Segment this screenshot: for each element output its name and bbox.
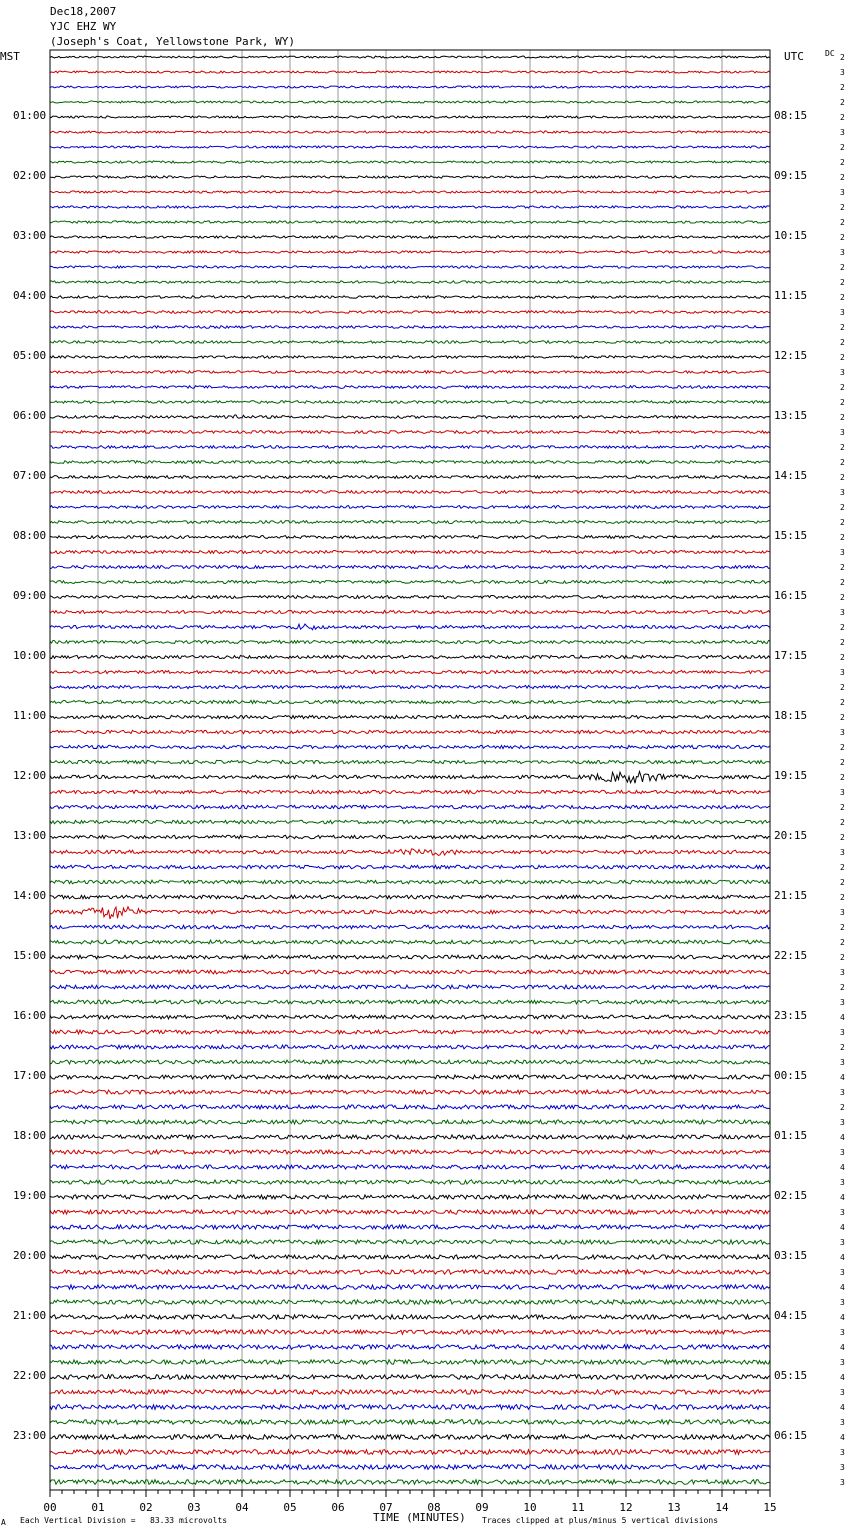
x-tick-label: 01	[91, 1501, 105, 1514]
seismic-trace	[50, 1360, 770, 1365]
seismic-trace	[50, 221, 770, 223]
dc-offset-label: 4	[840, 1133, 845, 1142]
dc-offset-label: 2	[840, 113, 845, 122]
dc-offset-label: 3	[840, 728, 845, 737]
dc-offset-label: 2	[840, 143, 845, 152]
dc-offset-label: 4	[840, 1193, 845, 1202]
dc-offset-label: 3	[840, 1298, 845, 1307]
seismic-trace	[50, 1465, 770, 1470]
seismic-trace	[50, 1450, 770, 1455]
seismic-trace	[50, 56, 770, 58]
seismic-trace	[50, 715, 770, 718]
dc-offset-label: 3	[840, 668, 845, 677]
seismic-trace	[50, 1375, 770, 1380]
seismic-trace	[50, 446, 770, 449]
seismic-trace	[50, 1225, 770, 1229]
right-hour-label: 11:15	[774, 289, 808, 302]
x-tick-label: 04	[235, 1501, 249, 1514]
dc-offset-label: 2	[840, 473, 845, 482]
dc-offset-label: 3	[840, 248, 845, 257]
seismic-trace	[50, 101, 770, 103]
right-hour-label: 01:15	[774, 1129, 808, 1142]
dc-offset-label: 3	[840, 128, 845, 137]
dc-offset-label: 4	[840, 1433, 845, 1442]
seismic-trace	[50, 624, 770, 630]
seismic-trace	[50, 895, 770, 899]
seismic-trace	[50, 760, 770, 763]
seismic-trace	[50, 1480, 770, 1485]
dc-offset-label: 2	[840, 203, 845, 212]
dc-offset-label: 3	[840, 1268, 845, 1277]
dc-offset-label: 2	[840, 698, 845, 707]
seismic-trace	[50, 772, 770, 784]
seismic-trace	[50, 116, 770, 118]
seismic-trace	[50, 521, 770, 524]
seismic-trace	[50, 341, 770, 344]
seismic-trace	[50, 86, 770, 88]
dc-offset-label: 3	[840, 1118, 845, 1127]
dc-offset-label: 2	[840, 743, 845, 752]
seismic-trace	[50, 955, 770, 959]
seismic-trace	[50, 1060, 770, 1064]
x-tick-label: 03	[187, 1501, 201, 1514]
dc-offset-label: 3	[840, 1463, 845, 1472]
dc-offset-label: 2	[840, 518, 845, 527]
dc-offset-label: 2	[840, 923, 845, 932]
right-hour-label: 16:15	[774, 589, 808, 602]
seismic-trace	[50, 191, 770, 193]
dc-offset-label: 4	[840, 1163, 845, 1172]
left-hour-label: 02:00	[13, 169, 47, 182]
seismic-trace	[50, 790, 770, 793]
dc-offset-label: 4	[840, 1223, 845, 1232]
x-tick-label: 00	[43, 1501, 57, 1514]
seismic-trace	[50, 610, 770, 613]
dc-offset-label: 3	[840, 188, 845, 197]
dc-offset-label: 2	[840, 683, 845, 692]
dc-offset-label: 2	[840, 98, 845, 107]
left-hour-label: 13:00	[13, 829, 47, 842]
right-hour-label: 09:15	[774, 169, 808, 182]
right-hour-label: 20:15	[774, 829, 808, 842]
dc-offset-label: 2	[840, 398, 845, 407]
dc-offset-label: 2	[840, 638, 845, 647]
seismic-trace	[50, 849, 770, 855]
right-hour-label: 06:15	[774, 1429, 808, 1442]
dc-offset-label: 2	[840, 173, 845, 182]
seismic-trace	[50, 970, 770, 974]
left-hour-label: 06:00	[13, 409, 47, 422]
x-tick-label: 05	[283, 1501, 297, 1514]
dc-offset-label: 2	[840, 653, 845, 662]
left-hour-label: 08:00	[13, 529, 47, 542]
dc-offset-label: 3	[840, 1358, 845, 1367]
dc-offset-label: 3	[840, 908, 845, 917]
seismic-trace	[50, 401, 770, 404]
date-label: Dec18,2007	[50, 5, 117, 18]
right-hour-label: 05:15	[774, 1369, 808, 1382]
seismic-trace	[50, 176, 770, 178]
dc-offset-label: 2	[840, 83, 845, 92]
left-hour-label: 14:00	[13, 889, 47, 902]
seismic-trace	[50, 296, 770, 298]
corner-mark: A	[1, 1518, 6, 1527]
dc-offset-label: 2	[840, 578, 845, 587]
x-tick-label: 10	[523, 1501, 537, 1514]
dc-offset-label: 3	[840, 548, 845, 557]
dc-offset-label: 2	[840, 458, 845, 467]
dc-offset-label: 3	[840, 1418, 845, 1427]
dc-offset-label: 4	[840, 1403, 845, 1412]
seismic-trace	[50, 805, 770, 808]
dc-offset-label: 2	[840, 218, 845, 227]
left-hour-label: 03:00	[13, 229, 47, 242]
right-hour-label: 14:15	[774, 469, 808, 482]
seismic-trace	[50, 1180, 770, 1184]
left-hour-label: 05:00	[13, 349, 47, 362]
seismic-trace	[50, 1315, 770, 1319]
dc-offset-label: 3	[840, 428, 845, 437]
dc-offset-label: 4	[840, 1073, 845, 1082]
seismic-trace	[50, 985, 770, 989]
seismic-trace	[50, 1405, 770, 1410]
right-hour-label: 21:15	[774, 889, 808, 902]
dc-offset-label: 2	[840, 1103, 845, 1112]
seismic-trace	[50, 670, 770, 673]
right-hour-label: 02:15	[774, 1189, 808, 1202]
left-hour-label: 10:00	[13, 649, 47, 662]
dc-offset-label: 2	[840, 233, 845, 242]
dc-offset-label: 3	[840, 488, 845, 497]
seismic-trace	[50, 206, 770, 208]
dc-offset-label: 2	[840, 278, 845, 287]
seismic-trace	[50, 236, 770, 238]
seismic-trace	[50, 835, 770, 838]
seismic-trace	[50, 685, 770, 688]
dc-offset-label: 2	[840, 263, 845, 272]
dc-offset-label: 2	[840, 338, 845, 347]
seismic-trace	[50, 1030, 770, 1034]
dc-offset-label: 2	[840, 773, 845, 782]
trace-group	[50, 56, 770, 1484]
dc-offset-label: 2	[840, 533, 845, 542]
dc-offset-label: 4	[840, 1343, 845, 1352]
seismic-trace	[50, 820, 770, 823]
seismic-trace	[50, 1330, 770, 1334]
dc-offset-label: 2	[840, 623, 845, 632]
dc-offset-label: 2	[840, 758, 845, 767]
right-hour-label: 12:15	[774, 349, 808, 362]
seismic-trace	[50, 925, 770, 929]
left-hour-label: 12:00	[13, 769, 47, 782]
seismic-trace	[50, 1120, 770, 1124]
left-hour-label: 17:00	[13, 1069, 47, 1082]
seismic-trace	[50, 1150, 770, 1154]
seismic-trace	[50, 1195, 770, 1199]
dc-offset-label: 2	[840, 503, 845, 512]
left-hour-label: 11:00	[13, 709, 47, 722]
x-tick-label: 14	[715, 1501, 729, 1514]
seismic-trace	[50, 1165, 770, 1169]
dc-offset-label: 3	[840, 1028, 845, 1037]
seismic-trace	[50, 281, 770, 283]
dc-offset-label: 2	[840, 818, 845, 827]
x-tick-label: 12	[619, 1501, 633, 1514]
seismic-trace	[50, 461, 770, 464]
dc-offset-label: 3	[840, 1208, 845, 1217]
dc-offset-label: 2	[840, 1043, 845, 1052]
dc-offset-label: 3	[840, 1328, 845, 1337]
x-tick-label: 08	[427, 1501, 441, 1514]
left-hour-label: 20:00	[13, 1249, 47, 1262]
seismic-trace	[50, 506, 770, 509]
seismic-trace	[50, 551, 770, 554]
dc-offset-label: 2	[840, 878, 845, 887]
dc-offset-label: 2	[840, 383, 845, 392]
seismic-trace	[50, 1015, 770, 1019]
x-tick-label: 11	[571, 1501, 585, 1514]
seismic-trace	[50, 1435, 770, 1440]
x-tick-label: 13	[667, 1501, 681, 1514]
seismic-trace	[50, 415, 770, 418]
seismic-trace	[50, 640, 770, 643]
left-hour-label: 21:00	[13, 1309, 47, 1322]
dc-offset-label: 2	[840, 443, 845, 452]
seismic-trace	[50, 131, 770, 133]
dc-offset-label: 2	[840, 353, 845, 362]
x-tick-label: 09	[475, 1501, 489, 1514]
dc-offset-label: 2	[840, 293, 845, 302]
dc-offset-label: 2	[840, 953, 845, 962]
dc-offset-label: 2	[840, 563, 845, 572]
seismic-trace	[50, 1075, 770, 1079]
x-tick-label: 02	[139, 1501, 153, 1514]
dc-offset-label: 3	[840, 608, 845, 617]
dc-offset-label: 3	[840, 1148, 845, 1157]
left-hour-label: 01:00	[13, 109, 47, 122]
left-hour-label: 07:00	[13, 469, 47, 482]
dc-offset-label: 2	[840, 863, 845, 872]
dc-offset-label: 3	[840, 1478, 845, 1487]
right-hour-label: 22:15	[774, 949, 808, 962]
seismic-trace	[50, 580, 770, 583]
dc-offset-label: 3	[840, 1448, 845, 1457]
dc-offset-label: 3	[840, 968, 845, 977]
right-hour-label: 15:15	[774, 529, 808, 542]
dc-offset-label: 3	[840, 1238, 845, 1247]
x-tick-label: 07	[379, 1501, 393, 1514]
seismic-trace	[50, 386, 770, 389]
seismic-trace	[50, 700, 770, 703]
seismic-trace	[50, 1345, 770, 1350]
dc-offset-label: 3	[840, 368, 845, 377]
dc-offset-label: 2	[840, 593, 845, 602]
seismic-trace	[50, 1135, 770, 1139]
seismic-trace	[50, 595, 770, 598]
seismic-trace	[50, 1090, 770, 1094]
seismic-trace	[50, 1105, 770, 1109]
seismic-trace	[50, 491, 770, 494]
seismic-trace	[50, 326, 770, 329]
left-hour-label: 23:00	[13, 1429, 47, 1442]
dc-offset-label: 3	[840, 1178, 845, 1187]
seismic-trace	[50, 1255, 770, 1259]
dc-offset-label: 3	[840, 1088, 845, 1097]
left-timezone-label: MST	[0, 50, 20, 63]
seismic-trace	[50, 730, 770, 733]
dc-offset-label: 3	[840, 998, 845, 1007]
seismic-trace	[50, 1420, 770, 1425]
seismic-trace	[50, 880, 770, 884]
dc-offset-label: 3	[840, 1058, 845, 1067]
right-timezone-label: UTC	[784, 50, 804, 63]
dc-offset-label: 4	[840, 1283, 845, 1292]
right-hour-label: 10:15	[774, 229, 808, 242]
right-hour-label: 19:15	[774, 769, 808, 782]
dc-offset-label: 2	[840, 323, 845, 332]
dc-offset-label: 3	[840, 788, 845, 797]
x-tick-label: 06	[331, 1501, 345, 1514]
left-hour-label: 04:00	[13, 289, 47, 302]
seismic-trace	[50, 431, 770, 434]
left-hour-label: 15:00	[13, 949, 47, 962]
left-hour-label: 16:00	[13, 1009, 47, 1022]
seismic-trace	[50, 356, 770, 359]
seismic-trace	[50, 865, 770, 869]
dc-offset-label: 3	[840, 68, 845, 77]
seismic-trace	[50, 161, 770, 163]
seismic-trace	[50, 476, 770, 479]
seismic-trace	[50, 146, 770, 148]
seismic-trace	[50, 266, 770, 268]
seismic-trace	[50, 655, 770, 658]
left-hour-label: 09:00	[13, 589, 47, 602]
seismic-trace	[50, 71, 770, 73]
location-label: (Joseph's Coat, Yellowstone Park, WY)	[50, 35, 296, 48]
seismic-trace	[50, 1000, 770, 1004]
seismic-trace	[50, 1210, 770, 1214]
right-hour-label: 00:15	[774, 1069, 808, 1082]
right-hour-label: 04:15	[774, 1309, 808, 1322]
seismic-trace	[50, 907, 770, 919]
dc-offset-label: 2	[840, 53, 845, 62]
seismic-trace	[50, 1390, 770, 1395]
seismic-trace	[50, 1270, 770, 1274]
dc-offset-label: 2	[840, 833, 845, 842]
left-hour-label: 22:00	[13, 1369, 47, 1382]
dc-offset-label: 2	[840, 158, 845, 167]
dc-offset-label: 2	[840, 803, 845, 812]
dc-offset-label: 3	[840, 308, 845, 317]
seismic-trace	[50, 536, 770, 539]
scale-note: Each Vertical Division = 83.33 microvolts	[20, 1516, 228, 1525]
station-label: YJC EHZ WY	[50, 20, 117, 33]
seismic-trace	[50, 371, 770, 374]
dc-offset-label: 4	[840, 1313, 845, 1322]
clip-note: Traces clipped at plus/minus 5 vertical divisions	[482, 1516, 719, 1525]
left-hour-label: 18:00	[13, 1129, 47, 1142]
seismic-trace	[50, 745, 770, 748]
dc-offset-label: 4	[840, 1373, 845, 1382]
right-hour-label: 08:15	[774, 109, 808, 122]
right-hour-label: 17:15	[774, 649, 808, 662]
dc-offset-label: 3	[840, 848, 845, 857]
left-hour-label: 19:00	[13, 1189, 47, 1202]
seismic-trace	[50, 251, 770, 253]
dc-offset-label: 4	[840, 1013, 845, 1022]
seismic-trace	[50, 940, 770, 944]
dc-offset-label: 2	[840, 713, 845, 722]
dc-offset-label: 2	[840, 413, 845, 422]
right-hour-label: 03:15	[774, 1249, 808, 1262]
dc-offset-label: 2	[840, 938, 845, 947]
dc-label: DC	[825, 49, 835, 58]
seismic-trace	[50, 1285, 770, 1289]
x-axis-label: TIME (MINUTES)	[373, 1511, 466, 1524]
dc-offset-label: 4	[840, 1253, 845, 1262]
dc-offset-label: 2	[840, 893, 845, 902]
right-hour-label: 18:15	[774, 709, 808, 722]
right-hour-label: 13:15	[774, 409, 808, 422]
x-tick-label: 15	[763, 1501, 777, 1514]
seismic-trace	[50, 566, 770, 569]
dc-offset-label: 3	[840, 1388, 845, 1397]
right-hour-label: 23:15	[774, 1009, 808, 1022]
dc-offset-label: 2	[840, 983, 845, 992]
seismic-trace	[50, 1240, 770, 1244]
seismic-trace	[50, 1300, 770, 1304]
seismic-trace	[50, 311, 770, 314]
seismic-trace	[50, 1045, 770, 1049]
